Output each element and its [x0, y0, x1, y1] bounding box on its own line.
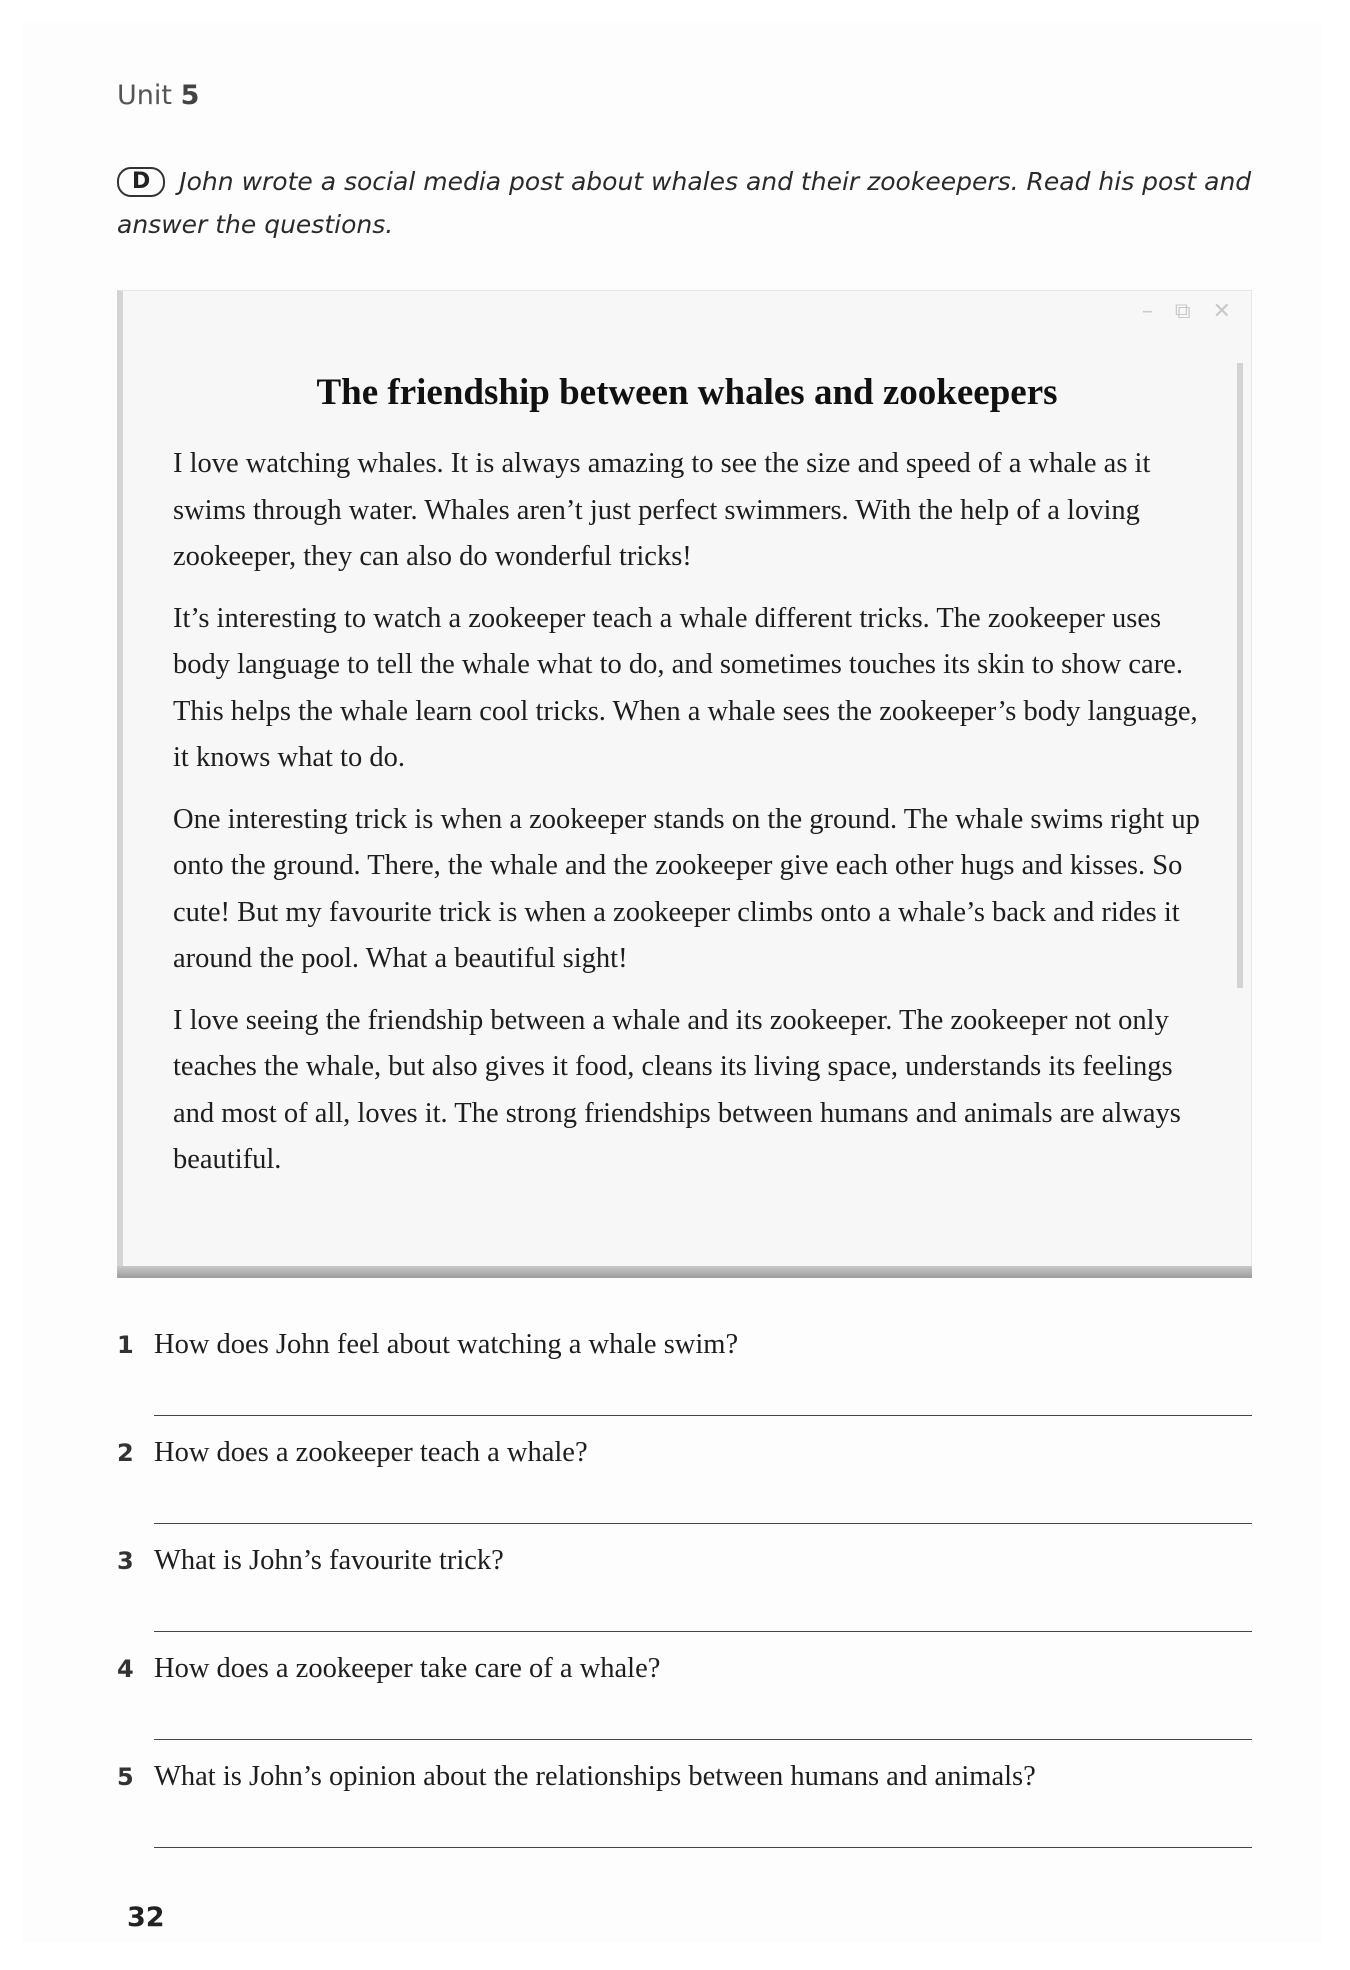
- answer-line[interactable]: [154, 1631, 1252, 1632]
- unit-heading: [117, 80, 199, 111]
- question-item: [117, 1433, 1252, 1541]
- post-body: [173, 441, 1213, 1199]
- instruction-text: John wrote a social media post about whales and their zookeepers. Read his post and answer the questions.: [117, 167, 1252, 239]
- page-number: 32: [127, 1902, 165, 1933]
- answer-line[interactable]: [154, 1739, 1252, 1740]
- restore-icon[interactable]: ⧉: [1174, 299, 1191, 324]
- question-text: What is John’s opinion about the relationships between humans and animals?: [154, 1761, 1036, 1792]
- post-title: The friendship between whales and zookeepers: [316, 372, 1058, 413]
- question-number: 1: [117, 1331, 134, 1359]
- post-paragraph-3: One interesting trick is when a zookeeper stands on the ground. The whale swims right up onto the ground. There, the whale and the zookeeper give each other hugs and kisses. So cute! But my favourite trick is when a zookeeper climbs onto a whale’s back and rides it around the pool. What a beautiful sight!: [173, 803, 1200, 974]
- question-item: [117, 1757, 1252, 1865]
- question-item: [117, 1649, 1252, 1757]
- close-icon[interactable]: ✕: [1212, 299, 1231, 324]
- question-number: 5: [117, 1763, 134, 1791]
- social-media-post-window: [117, 290, 1252, 1278]
- question-number: 4: [117, 1655, 134, 1683]
- window-controls: [1142, 299, 1231, 324]
- question-text: How does a zookeeper take care of a whale?: [154, 1653, 661, 1684]
- question-number: 2: [117, 1439, 134, 1467]
- post-paragraph-2: It’s interesting to watch a zookeeper teach a whale different tricks. The zookeeper uses body language to tell the whale what to do, and sometimes touches its skin to show care. This helps the whale learn cool tricks. When a whale sees the zookeeper’s body language, it knows what to do.: [173, 602, 1198, 773]
- question-text: What is John’s favourite trick?: [154, 1545, 504, 1576]
- exercise-instruction: [117, 160, 1267, 246]
- unit-word: Unit: [117, 80, 172, 111]
- answer-line[interactable]: [154, 1523, 1252, 1524]
- exercise-letter-badge: D: [117, 167, 165, 197]
- answer-line[interactable]: [154, 1415, 1252, 1416]
- question-text: How does John feel about watching a whale swim?: [154, 1329, 739, 1360]
- question-text: How does a zookeeper teach a whale?: [154, 1437, 588, 1468]
- unit-number: 5: [180, 80, 200, 111]
- question-number: 3: [117, 1547, 134, 1575]
- question-list: [117, 1325, 1252, 1865]
- post-paragraph-4: I love seeing the friendship between a whale and its zookeeper. The zookeeper not only teaches the whale, but also gives it food, cleans its living space, understands its feelings and most of all, loves it. The strong friendships between humans and animals are always beautiful.: [173, 1004, 1181, 1175]
- workbook-page: [22, 22, 1322, 1942]
- post-paragraph-1: I love watching whales. It is always amazing to see the size and speed of a whale as it swims through water. Whales aren’t just perfect swimmers. With the help of a loving zookeeper, they can also do wonderful tricks!: [173, 448, 1151, 572]
- answer-line[interactable]: [154, 1847, 1252, 1848]
- minimize-icon[interactable]: –: [1141, 299, 1153, 324]
- question-item: [117, 1325, 1252, 1433]
- question-item: [117, 1541, 1252, 1649]
- scrollbar[interactable]: [1237, 363, 1243, 988]
